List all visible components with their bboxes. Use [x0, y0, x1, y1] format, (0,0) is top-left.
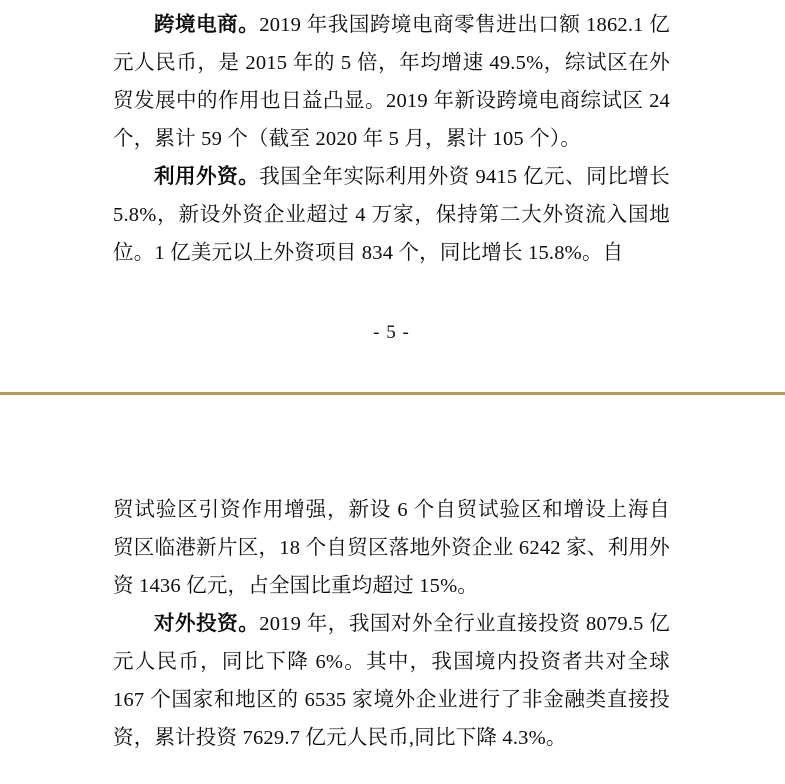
page-number: - 5 - [373, 322, 410, 343]
paragraph-text: 我国全年实际利用外资 9415 亿元、同比增长 5.8%，新设外资企业超过 4 万家，保持第二大外资流入国地位。1 亿美元以上外资项目 834 个，同比增长 15.8%。自 [113, 166, 671, 264]
page-bottom-section [0, 491, 785, 757]
paragraph-outbound-investment [113, 605, 670, 757]
paragraph-text: 2019 年我国跨境电商零售进出口额 1862.1 亿元人民币，是 2015 年的 5 倍，年均增速 49.5%，综试区在外贸发展中的作用也日益凸显。2019 年新设跨境电商综试区 24 个，累计 59 个（截至 2020 年 5 月，累计 105 个）。 [113, 14, 670, 150]
paragraph-text: 贸试验区引资作用增强，新设 6 个自贸试验区和增设上海自贸区临港新片区，18 个自贸区落地外资企业 6242 家、利用外资 1436 亿元，占全国比重均超过 15%。 [113, 499, 670, 597]
paragraph-lead-label: 对外投资。 [154, 613, 260, 635]
page-top-margin-spacer [0, 395, 785, 491]
paragraph-foreign-investment-use [113, 158, 670, 272]
paragraph-text: 2019 年，我国对外全行业直接投资 8079.5 亿元人民币，同比下降 6%。其中，我国境内投资者共对全球 167 个国家和地区的 6535 家境外企业进行了非金融类直接投资，累计投资 7629.7 亿元人民币,同比下降 4.3%。 [113, 613, 670, 749]
paragraph-free-trade-zone-continued [113, 491, 670, 605]
paragraph-lead-label: 利用外资。 [154, 166, 260, 188]
paragraph-cross-border-ecommerce [113, 6, 670, 158]
paragraph-lead-label: 跨境电商。 [154, 14, 260, 36]
page-top-section [0, 0, 785, 348]
